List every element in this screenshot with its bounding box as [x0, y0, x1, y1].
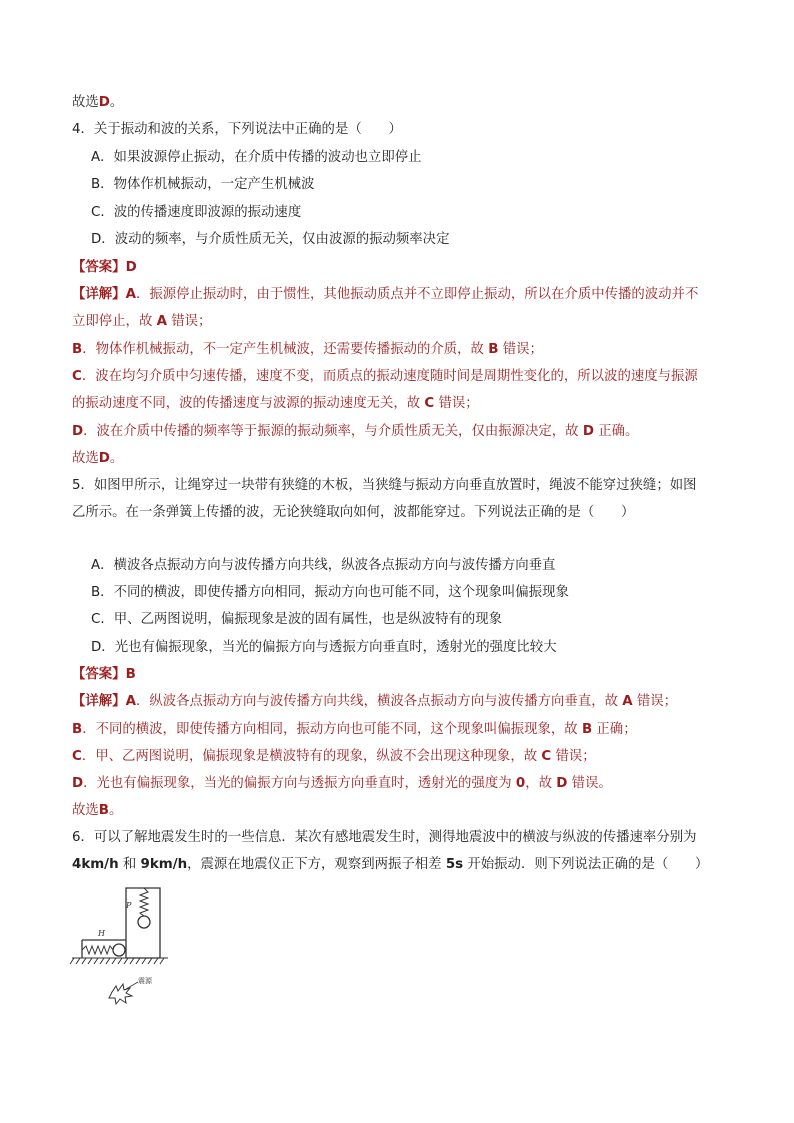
q5-detail-b: B．不同的横波，即使传播方向相同，振动方向也可能不同，这个现象叫偏振现象，故 B 正确；: [72, 722, 637, 737]
q4-final-answer: 故选D。: [72, 451, 124, 466]
vertical-spring: [140, 888, 148, 916]
q4-option-c: C．波的传播速度即波源的振动速度: [91, 205, 302, 220]
q4-detail-a: 【详解】A．振源停止振动时，由于惯性，其他振动质点并不立即停止振动，所以在介质中传播的波动并不: [72, 287, 699, 302]
q5-stem-line1: 5．如图甲所示，让绳穿过一块带有狭缝的木板，当狭缝与振动方向垂直放置时，绳波不能穿过狭缝；如图: [72, 478, 697, 493]
epicenter-pointer: [126, 982, 138, 989]
q5-option-d: D．光也有偏振现象，当光的偏振方向与透振方向垂直时，透射光的强度比较大: [91, 640, 557, 655]
label-epicenter: 震源: [138, 977, 152, 985]
q5-stem-line2: 乙所示。在一条弹簧上传播的波，无论狭缝取向如何，波都能穿过。下列说法正确的是（ ）: [72, 505, 635, 520]
q5-option-b: B．不同的横波，即使传播方向相同，振动方向也可能不同，这个现象叫偏振现象: [91, 585, 569, 600]
q5-final-answer: 故选B。: [72, 803, 123, 818]
q4-detail-c-cont: 的振动速度不同，波的传播速度与波源的振动速度无关，故 C 错误；: [72, 396, 479, 411]
q4-detail-b: B．物体作机械振动，不一定产生机械波，还需要传播振动的介质，故 B 错误；: [72, 342, 543, 357]
q5-detail-a: 【详解】A．纵波各点振动方向与波传播方向共线，横波各点振动方向与波传播方向垂直，故 A 错误；: [72, 694, 678, 709]
pendulum-p-ball: [138, 916, 150, 928]
q4-option-d: D．波动的频率，与介质性质无关，仅由波源的振动频率决定: [91, 232, 450, 247]
q4-detail-c: C．波在均匀介质中匀速传播，速度不变，而质点的振动速度随时间是周期性变化的，所以波的速度与振源: [72, 369, 698, 384]
seismograph-figure: [68, 880, 178, 1015]
ground-hatch: [70, 958, 168, 964]
epicenter-burst-icon: [109, 984, 132, 1004]
q6-stem-line2: 4km/h 和 9km/h，震源在地震仪正下方，观察到两振子相差 5s 开始振动．则下列说法正确的是（ ）: [72, 857, 709, 872]
q5-detail-d: D．光也有偏振现象，当光的偏振方向与透振方向垂直时，透射光的强度为 0，故 D 错误。: [72, 776, 612, 791]
pendulum-h-ball: [113, 944, 125, 956]
q5-option-c: C．甲、乙两图说明，偏振现象是波的固有属性，也是纵波特有的现象: [91, 612, 503, 627]
q4-detail-d: D．波在介质中传播的频率等于振源的振动频率，与介质性质无关，仅由振源决定，故 D 正确。: [72, 424, 639, 439]
q4-answer: 【答案】D: [72, 260, 137, 275]
q4-option-a: A．如果波源停止振动，在介质中传播的波动也立即停止: [91, 150, 422, 165]
q4-option-b: B．物体作机械振动，一定产生机械波: [91, 177, 315, 192]
horizontal-spring: [82, 946, 113, 954]
label-p: P: [126, 901, 132, 910]
q4-stem: 4．关于振动和波的关系，下列说法中正确的是（ ）: [72, 122, 402, 137]
q6-stem-line1: 6．可以了解地震发生时的一些信息．某次有感地震发生时，测得地震波中的横波与纵波的传播速率分别为: [72, 830, 697, 845]
q3-final-answer: 故选D。: [72, 95, 124, 110]
label-h: H: [98, 929, 105, 938]
q5-option-a: A．横波各点振动方向与波传播方向共线，纵波各点振动方向与波传播方向垂直: [91, 558, 556, 573]
q5-answer: 【答案】B: [72, 667, 136, 682]
q5-detail-c: C．甲、乙两图说明，偏振现象是横波特有的现象，纵波不会出现这种现象，故 C 错误；: [72, 749, 596, 764]
q4-detail-a-cont: 立即停止，故 A 错误；: [72, 314, 212, 329]
